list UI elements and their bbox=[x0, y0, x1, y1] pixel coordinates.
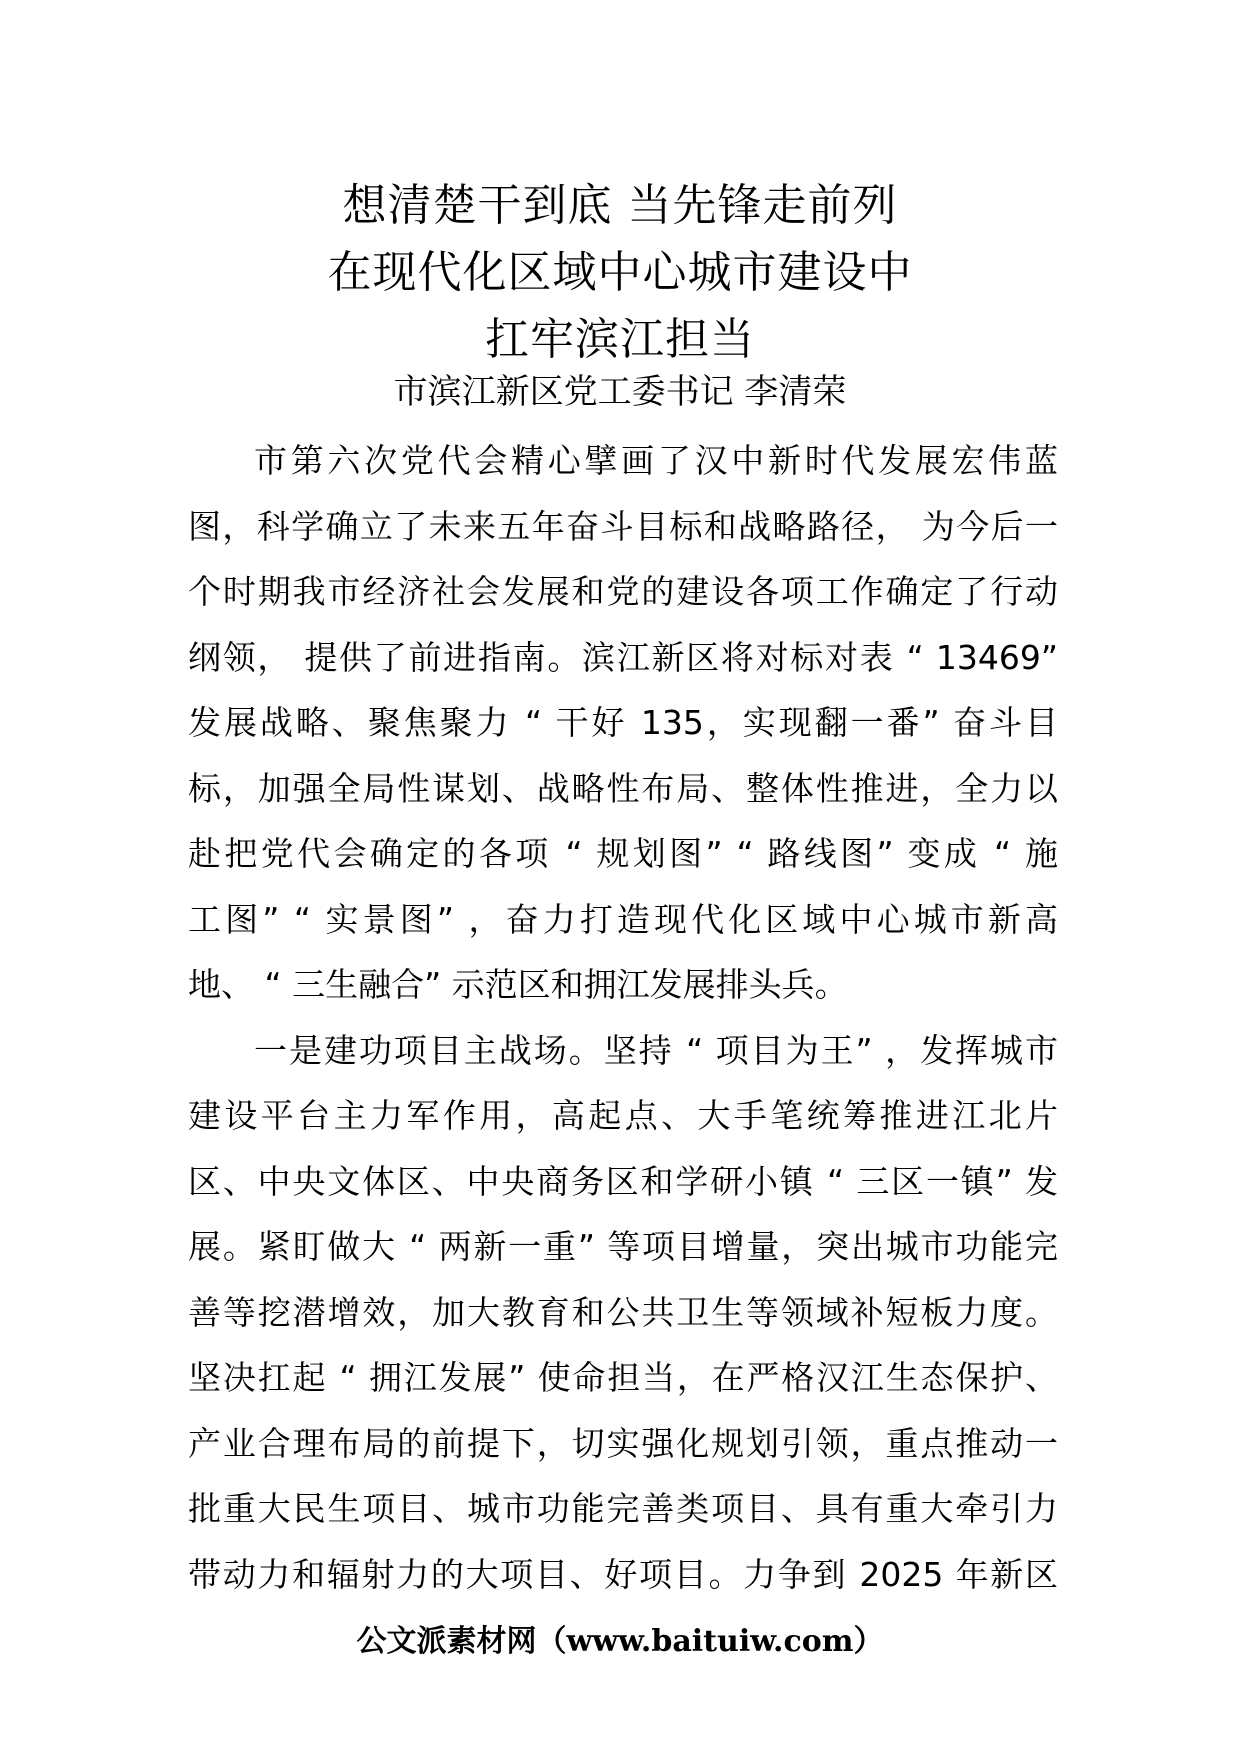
paragraph-1-line: 个时期我市经济社会发展和党的建设各项工作确定了行动 bbox=[188, 572, 1058, 611]
paragraph-2-line: 建设平台主力军作用，高起点、大手笔统筹推进江北片 bbox=[188, 1096, 1058, 1135]
paragraph-1-line: 纲领， 提供了前进指南。滨江新区将对标对表 “ 13469” bbox=[188, 637, 1058, 677]
paragraph-1-line: 发展战略、聚焦聚力 “ 干好 135，实现翻一番” 奋斗目 bbox=[188, 703, 1058, 742]
paragraph-1-line: 地、 “ 三生融合” 示范区和拥江发展排头兵。 bbox=[188, 965, 848, 1004]
title-line-2: 在现代化区域中心城市建设中 bbox=[327, 247, 913, 298]
title-line-1: 想清楚干到底 当先锋走前列 bbox=[342, 180, 898, 231]
paragraph-2-line: 善等挖潜增效，加大教育和公共卫生等领域补短板力度。 bbox=[188, 1292, 1058, 1332]
paragraph-2-line: 坚决扛起 “ 拥江发展” 使命担当，在严格汉江生态保护、 bbox=[188, 1358, 1058, 1397]
paragraph-1-line: 工图” “ 实景图” ，奋力打造现代化区域中心城市新高 bbox=[188, 899, 1058, 939]
paragraph-2-line: 产业合理布局的前提下，切实强化规划引领，重点推动一 bbox=[188, 1423, 1058, 1463]
footer-watermark: 公文派素材网（www.baituiw.com） bbox=[356, 1624, 884, 1659]
document-title bbox=[0, 172, 1240, 373]
paragraph-2-line: 批重大民生项目、城市功能完善类项目、具有重大牵引力 bbox=[188, 1489, 1058, 1528]
paragraph-1-line: 图，科学确立了未来五年奋斗目标和战略路径， 为今后一 bbox=[188, 506, 1058, 546]
paragraph-1-line: 市第六次党代会精心擘画了汉中新时代发展宏伟蓝 bbox=[254, 441, 1058, 480]
paragraph-2-line: 带动力和辐射力的大项目、好项目。力争到 2025 年新区 bbox=[188, 1554, 1058, 1594]
author-byline: 市滨江新区党工委书记 李清荣 bbox=[393, 372, 847, 412]
title-line-3: 扛牢滨江担当 bbox=[485, 314, 755, 365]
paragraph-1-line: 标，加强全局性谋划、战略性布局、整体性推进，全力以 bbox=[188, 768, 1058, 808]
paragraph-2-line: 一是建功项目主战场。坚持 “ 项目为王” ，发挥城市 bbox=[254, 1030, 1058, 1070]
body-text bbox=[188, 428, 1058, 1607]
paragraph-2-line: 展。紧盯做大 “ 两新一重” 等项目增量，突出城市功能完 bbox=[188, 1227, 1058, 1266]
paragraph-2-line: 区、中央文体区、中央商务区和学研小镇 “ 三区一镇” 发 bbox=[188, 1161, 1058, 1201]
paragraph-1-line: 赴把党代会确定的各项 “ 规划图” “ 路线图” 变成 “ 施 bbox=[188, 834, 1058, 873]
